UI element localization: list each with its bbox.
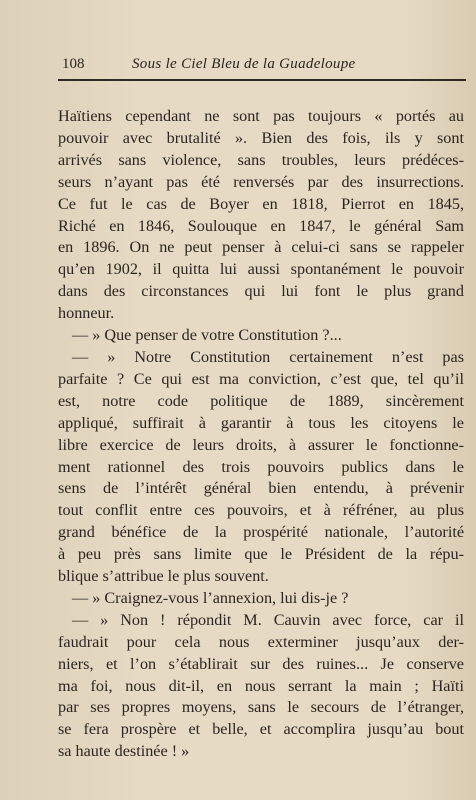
page-header bbox=[62, 52, 462, 78]
text-line: tout conflit entre ces pouvoirs, et à réfréner, au plus bbox=[58, 501, 464, 520]
text-line: parfaite ? Ce qui est ma conviction, c’est que, tel qu’il bbox=[58, 369, 464, 388]
text-line: grand bénéfice de la prospérité nationale, l’autorité bbox=[58, 523, 464, 542]
text-line: Riché en 1846, Soulouque en 1847, le général Sam bbox=[58, 216, 464, 235]
running-title: Sous le Ciel Bleu de la Guadeloupe bbox=[132, 56, 356, 72]
text-line: — » Que penser de votre Constitution ?... bbox=[72, 326, 342, 345]
text-line: en 1896. On ne peut penser à celui-ci sans se rappeler bbox=[58, 238, 464, 257]
text-line: — » Non ! répondit M. Cauvin avec force, car il bbox=[72, 610, 464, 629]
text-line: se fera prospère et belle, et accomplira jusqu’au bout bbox=[58, 720, 464, 739]
text-line: par ses propres moyens, sans le secours de l’étranger, bbox=[58, 698, 464, 717]
text-line: pouvoir avec brutalité ». Bien des fois, ils y sont bbox=[58, 128, 464, 147]
text-line: qu’en 1902, il quitta lui aussi spontanément le pouvoir bbox=[58, 260, 464, 279]
text-line: appliqué, suffirait à garantir à tous les citoyens le bbox=[58, 413, 464, 432]
text-line: blique s’attribue le plus souvent. bbox=[58, 567, 269, 586]
text-line: sa haute destinée ! » bbox=[58, 742, 190, 761]
header-rule bbox=[58, 79, 466, 81]
text-line: — » Craignez-vous l’annexion, lui dis-je ? bbox=[72, 588, 349, 607]
text-line: à peu près sans limite que le Président de la répu- bbox=[58, 545, 464, 564]
text-line: ment rationnel des trois pouvoirs publics dans le bbox=[58, 457, 464, 476]
text-line: niers, et l’on s’établirait sur des ruines... Je conserve bbox=[58, 654, 464, 673]
text-line: est, notre code politique de 1889, sincèrement bbox=[58, 391, 464, 410]
text-line: libre exercice de leurs droits, à assurer le fonctionne- bbox=[58, 435, 464, 454]
page-number: 108 bbox=[62, 56, 85, 72]
text-line: Ce fut le cas de Boyer en 1818, Pierrot en 1845, bbox=[58, 194, 464, 213]
text-line: arrivés sans violence, sans troubles, leurs prédéces- bbox=[58, 150, 464, 169]
text-line: Haïtiens cependant ne sont pas toujours « portés au bbox=[58, 107, 464, 125]
text-line: dans des circonstances qui lui font le plus grand bbox=[58, 282, 464, 301]
text-line: honneur. bbox=[58, 304, 115, 323]
text-line: faudrait pour cela nous exterminer jusqu’aux der- bbox=[58, 632, 464, 651]
text-line: seurs n’ayant pas été renversés par des insurrections. bbox=[58, 172, 464, 191]
body-text bbox=[58, 106, 464, 763]
text-line: ma foi, nous dit-il, en nous serrant la main ; Haïti bbox=[58, 676, 464, 695]
text-line: sens de l’intérêt général bien entendu, à prévenir bbox=[58, 479, 464, 498]
text-line: — » Notre Constitution certainement n’est pas bbox=[72, 347, 464, 366]
